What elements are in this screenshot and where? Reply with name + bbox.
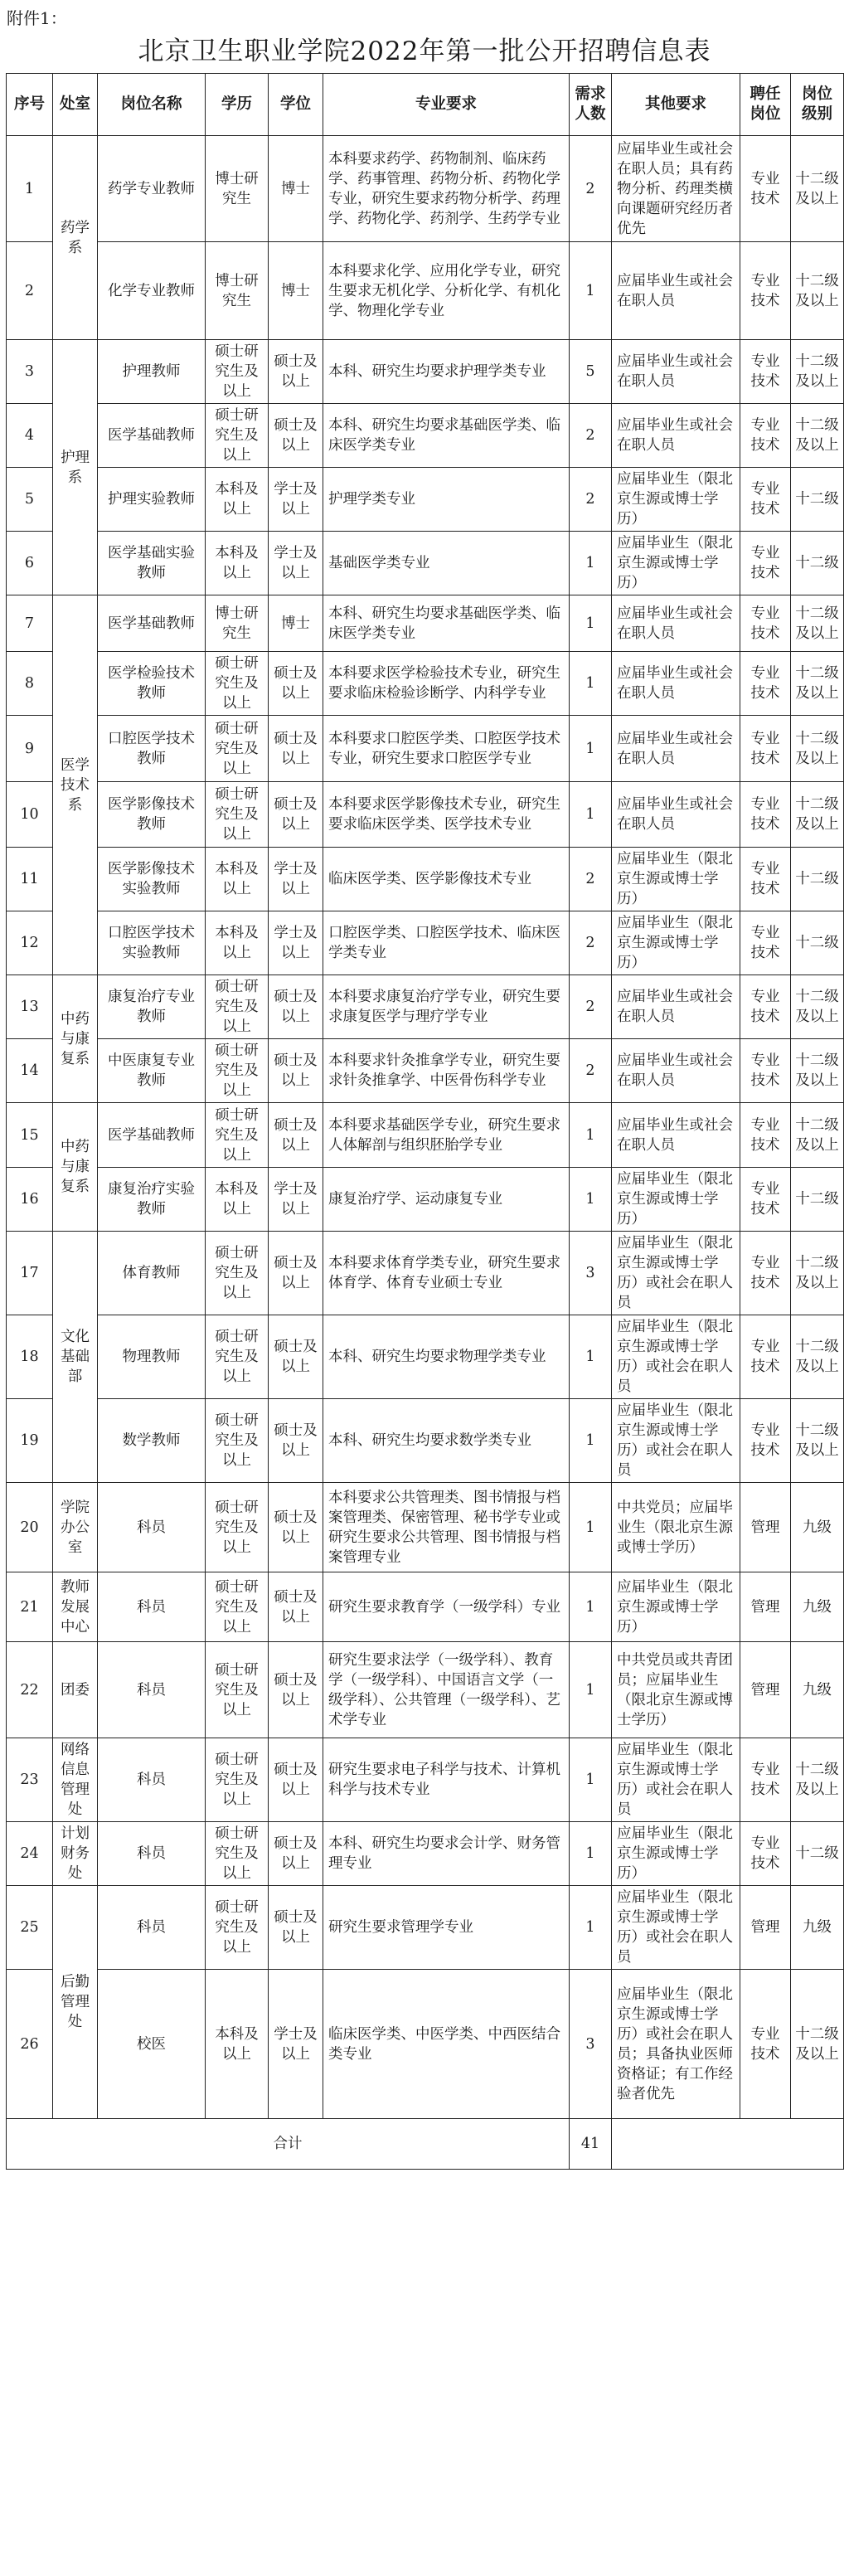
major-cell: 本科要求医学检验技术专业，研究生要求临床检验诊断学、内科学专业 (323, 652, 570, 716)
header-education: 学历 (206, 74, 269, 136)
education-cell: 博士研究生 (206, 136, 269, 242)
department-cell: 中药与康复系 (53, 975, 98, 1103)
post-type-cell: 专业技术 (740, 595, 791, 652)
major-cell: 临床医学类、中医学类、中西医结合类专业 (323, 1970, 570, 2119)
count-cell: 1 (570, 242, 612, 340)
header-grade: 岗位级别 (791, 74, 844, 136)
table-row (7, 242, 844, 340)
position-cell: 科员 (98, 1738, 206, 1822)
other-cell: 中共党员或共青团员；应届毕业生（限北京生源或博士学历） (612, 1642, 740, 1738)
grade-cell: 九级 (791, 1572, 844, 1642)
degree-cell: 学士及以上 (269, 468, 323, 532)
grade-cell: 九级 (791, 1642, 844, 1738)
header-post-type: 聘任岗位 (740, 74, 791, 136)
seq-cell: 14 (7, 1039, 53, 1103)
count-cell: 2 (570, 404, 612, 468)
header-other: 其他要求 (612, 74, 740, 136)
other-cell: 中共党员；应届毕业生（限北京生源或博士学历） (612, 1483, 740, 1572)
position-cell: 科员 (98, 1483, 206, 1572)
grade-cell: 十二级及以上 (791, 782, 844, 848)
education-cell: 硕士研究生及以上 (206, 782, 269, 848)
seq-cell: 20 (7, 1483, 53, 1572)
education-cell: 硕士研究生及以上 (206, 716, 269, 782)
grade-cell: 十二级及以上 (791, 716, 844, 782)
post-type-cell: 管理 (740, 1642, 791, 1738)
post-type-cell: 专业技术 (740, 1399, 791, 1483)
degree-cell: 博士 (269, 242, 323, 340)
table-row (7, 1822, 844, 1886)
table-row (7, 1399, 844, 1483)
other-cell: 应届毕业生（限北京生源或博士学历）或社会在职人员 (612, 1886, 740, 1970)
position-cell: 医学基础教师 (98, 1103, 206, 1168)
other-cell: 应届毕业生（限北京生源或博士学历）或社会在职人员 (612, 1232, 740, 1315)
table-row (7, 136, 844, 242)
position-cell: 护理实验教师 (98, 468, 206, 532)
other-cell: 应届毕业生或社会在职人员 (612, 716, 740, 782)
count-cell: 1 (570, 1483, 612, 1572)
education-cell: 本科及以上 (206, 848, 269, 911)
header-row (7, 74, 844, 136)
total-count: 41 (570, 2119, 612, 2170)
education-cell: 硕士研究生及以上 (206, 1642, 269, 1738)
grade-cell: 十二级及以上 (791, 1315, 844, 1399)
major-cell: 基础医学类专业 (323, 532, 570, 595)
count-cell: 1 (570, 1103, 612, 1168)
education-cell: 硕士研究生及以上 (206, 1822, 269, 1886)
grade-cell: 十二级及以上 (791, 136, 844, 242)
total-empty-cell (612, 2119, 844, 2170)
post-type-cell: 专业技术 (740, 975, 791, 1039)
count-cell: 1 (570, 1399, 612, 1483)
position-cell: 校医 (98, 1970, 206, 2119)
degree-cell: 硕士及以上 (269, 1103, 323, 1168)
degree-cell: 硕士及以上 (269, 1738, 323, 1822)
seq-cell: 1 (7, 136, 53, 242)
position-cell: 康复治疗专业教师 (98, 975, 206, 1039)
degree-cell: 硕士及以上 (269, 1886, 323, 1970)
post-type-cell: 专业技术 (740, 782, 791, 848)
total-row (7, 2119, 844, 2170)
post-type-cell: 专业技术 (740, 404, 791, 468)
grade-cell: 十二级及以上 (791, 1103, 844, 1168)
attachment-label: 附件1： (7, 8, 67, 28)
position-cell: 医学检验技术教师 (98, 652, 206, 716)
department-cell: 网络信息管理处 (53, 1738, 98, 1822)
count-cell: 2 (570, 468, 612, 532)
table-row (7, 1642, 844, 1738)
major-cell: 本科要求口腔医学类、口腔医学技术专业，研究生要求口腔医学专业 (323, 716, 570, 782)
grade-cell: 十二级及以上 (791, 242, 844, 340)
grade-cell: 十二级及以上 (791, 1232, 844, 1315)
post-type-cell: 专业技术 (740, 716, 791, 782)
major-cell: 本科、研究生均要求会计学、财务管理专业 (323, 1822, 570, 1886)
degree-cell: 硕士及以上 (269, 1483, 323, 1572)
seq-cell: 7 (7, 595, 53, 652)
count-cell: 1 (570, 716, 612, 782)
count-cell: 1 (570, 1642, 612, 1738)
grade-cell: 十二级及以上 (791, 1399, 844, 1483)
other-cell: 应届毕业生或社会在职人员 (612, 340, 740, 404)
table-row (7, 716, 844, 782)
education-cell: 硕士研究生及以上 (206, 1232, 269, 1315)
count-cell: 1 (570, 1738, 612, 1822)
post-type-cell: 专业技术 (740, 911, 791, 975)
seq-cell: 10 (7, 782, 53, 848)
post-type-cell: 专业技术 (740, 1232, 791, 1315)
degree-cell: 学士及以上 (269, 532, 323, 595)
major-cell: 口腔医学类、口腔医学技术、临床医学类专业 (323, 911, 570, 975)
degree-cell: 博士 (269, 136, 323, 242)
education-cell: 硕士研究生及以上 (206, 652, 269, 716)
other-cell: 应届毕业生（限北京生源或博士学历） (612, 468, 740, 532)
count-cell: 3 (570, 1232, 612, 1315)
education-cell: 硕士研究生及以上 (206, 1572, 269, 1642)
post-type-cell: 专业技术 (740, 1315, 791, 1399)
seq-cell: 11 (7, 848, 53, 911)
other-cell: 应届毕业生或社会在职人员 (612, 652, 740, 716)
seq-cell: 26 (7, 1970, 53, 2119)
post-type-cell: 专业技术 (740, 136, 791, 242)
table-row (7, 848, 844, 911)
degree-cell: 硕士及以上 (269, 1232, 323, 1315)
seq-cell: 22 (7, 1642, 53, 1738)
major-cell: 本科、研究生均要求物理学类专业 (323, 1315, 570, 1399)
degree-cell: 学士及以上 (269, 848, 323, 911)
seq-cell: 19 (7, 1399, 53, 1483)
degree-cell: 硕士及以上 (269, 340, 323, 404)
department-cell: 计划财务处 (53, 1822, 98, 1886)
table-row (7, 1738, 844, 1822)
other-cell: 应届毕业生（限北京生源或博士学历） (612, 1822, 740, 1886)
seq-cell: 9 (7, 716, 53, 782)
degree-cell: 硕士及以上 (269, 716, 323, 782)
count-cell: 2 (570, 136, 612, 242)
education-cell: 硕士研究生及以上 (206, 1039, 269, 1103)
degree-cell: 学士及以上 (269, 1168, 323, 1232)
education-cell: 硕士研究生及以上 (206, 340, 269, 404)
other-cell: 应届毕业生或社会在职人员 (612, 782, 740, 848)
major-cell: 研究生要求教育学（一级学科）专业 (323, 1572, 570, 1642)
major-cell: 本科要求医学影像技术专业，研究生要求临床医学类、医学技术专业 (323, 782, 570, 848)
position-cell: 医学基础教师 (98, 595, 206, 652)
post-type-cell: 管理 (740, 1886, 791, 1970)
position-cell: 口腔医学技术实验教师 (98, 911, 206, 975)
count-cell: 5 (570, 340, 612, 404)
total-label: 合计 (7, 2119, 570, 2170)
grade-cell: 十二级及以上 (791, 595, 844, 652)
degree-cell: 硕士及以上 (269, 404, 323, 468)
table-row (7, 340, 844, 404)
seq-cell: 6 (7, 532, 53, 595)
degree-cell: 硕士及以上 (269, 1822, 323, 1886)
post-type-cell: 专业技术 (740, 1168, 791, 1232)
other-cell: 应届毕业生（限北京生源或博士学历） (612, 1572, 740, 1642)
education-cell: 硕士研究生及以上 (206, 404, 269, 468)
count-cell: 1 (570, 782, 612, 848)
post-type-cell: 专业技术 (740, 1822, 791, 1886)
education-cell: 硕士研究生及以上 (206, 1483, 269, 1572)
major-cell: 本科要求针灸推拿学专业，研究生要求针灸推拿学、中医骨伤科学专业 (323, 1039, 570, 1103)
post-type-cell: 专业技术 (740, 468, 791, 532)
grade-cell: 十二级及以上 (791, 652, 844, 716)
position-cell: 科员 (98, 1822, 206, 1886)
major-cell: 本科、研究生均要求护理学类专业 (323, 340, 570, 404)
table-row (7, 911, 844, 975)
education-cell: 本科及以上 (206, 1970, 269, 2119)
other-cell: 应届毕业生或社会在职人员 (612, 595, 740, 652)
seq-cell: 16 (7, 1168, 53, 1232)
count-cell: 2 (570, 911, 612, 975)
degree-cell: 硕士及以上 (269, 1572, 323, 1642)
major-cell: 护理学类专业 (323, 468, 570, 532)
table-row (7, 1315, 844, 1399)
seq-cell: 5 (7, 468, 53, 532)
education-cell: 本科及以上 (206, 532, 269, 595)
count-cell: 1 (570, 1822, 612, 1886)
position-cell: 化学专业教师 (98, 242, 206, 340)
other-cell: 应届毕业生或社会在职人员 (612, 975, 740, 1039)
header-count: 需求人数 (570, 74, 612, 136)
education-cell: 博士研究生 (206, 595, 269, 652)
seq-cell: 18 (7, 1315, 53, 1399)
education-cell: 本科及以上 (206, 1168, 269, 1232)
post-type-cell: 专业技术 (740, 1738, 791, 1822)
seq-cell: 15 (7, 1103, 53, 1168)
table-row (7, 1103, 844, 1168)
table-row (7, 975, 844, 1039)
grade-cell: 十二级及以上 (791, 975, 844, 1039)
grade-cell: 十二级 (791, 1168, 844, 1232)
post-type-cell: 专业技术 (740, 1039, 791, 1103)
seq-cell: 25 (7, 1886, 53, 1970)
degree-cell: 硕士及以上 (269, 1642, 323, 1738)
post-type-cell: 专业技术 (740, 652, 791, 716)
table-row (7, 532, 844, 595)
table-row (7, 782, 844, 848)
post-type-cell: 专业技术 (740, 532, 791, 595)
count-cell: 2 (570, 848, 612, 911)
header-seq: 序号 (7, 74, 53, 136)
other-cell: 应届毕业生或社会在职人员 (612, 1039, 740, 1103)
seq-cell: 2 (7, 242, 53, 340)
count-cell: 1 (570, 532, 612, 595)
header-dept: 处室 (53, 74, 98, 136)
major-cell: 康复治疗学、运动康复专业 (323, 1168, 570, 1232)
seq-cell: 12 (7, 911, 53, 975)
degree-cell: 博士 (269, 595, 323, 652)
position-cell: 口腔医学技术教师 (98, 716, 206, 782)
header-degree: 学位 (269, 74, 323, 136)
other-cell: 应届毕业生（限北京生源或博士学历） (612, 848, 740, 911)
department-cell: 护理系 (53, 340, 98, 595)
seq-cell: 21 (7, 1572, 53, 1642)
seq-cell: 23 (7, 1738, 53, 1822)
position-cell: 药学专业教师 (98, 136, 206, 242)
degree-cell: 硕士及以上 (269, 1399, 323, 1483)
position-cell: 体育教师 (98, 1232, 206, 1315)
position-cell: 医学基础实验教师 (98, 532, 206, 595)
table-row (7, 1483, 844, 1572)
post-type-cell: 专业技术 (740, 242, 791, 340)
education-cell: 硕士研究生及以上 (206, 1886, 269, 1970)
major-cell: 本科要求基础医学专业，研究生要求人体解剖与组织胚胎学专业 (323, 1103, 570, 1168)
department-cell: 团委 (53, 1642, 98, 1738)
grade-cell: 十二级 (791, 911, 844, 975)
major-cell: 研究生要求法学（一级学科）、教育学（一级学科）、中国语言文学（一级学科）、公共管理（一级学科）、艺术学专业 (323, 1642, 570, 1738)
count-cell: 1 (570, 1168, 612, 1232)
major-cell: 本科、研究生均要求基础医学类、临床医学类专业 (323, 404, 570, 468)
major-cell: 本科要求体育学类专业，研究生要求体育学、体育专业硕士专业 (323, 1232, 570, 1315)
grade-cell: 十二级 (791, 532, 844, 595)
recruitment-table (6, 73, 844, 2170)
position-cell: 医学影像技术教师 (98, 782, 206, 848)
education-cell: 本科及以上 (206, 911, 269, 975)
grade-cell: 九级 (791, 1886, 844, 1970)
count-cell: 2 (570, 975, 612, 1039)
seq-cell: 17 (7, 1232, 53, 1315)
degree-cell: 学士及以上 (269, 1970, 323, 2119)
degree-cell: 硕士及以上 (269, 652, 323, 716)
position-cell: 数学教师 (98, 1399, 206, 1483)
department-cell: 学院办公室 (53, 1483, 98, 1572)
education-cell: 硕士研究生及以上 (206, 975, 269, 1039)
count-cell: 2 (570, 1039, 612, 1103)
table-row (7, 1232, 844, 1315)
count-cell: 3 (570, 1970, 612, 2119)
grade-cell: 十二级及以上 (791, 1738, 844, 1822)
post-type-cell: 专业技术 (740, 340, 791, 404)
education-cell: 硕士研究生及以上 (206, 1315, 269, 1399)
department-cell: 医学技术系 (53, 595, 98, 975)
grade-cell: 十二级及以上 (791, 1039, 844, 1103)
department-cell: 药学系 (53, 136, 98, 340)
count-cell: 1 (570, 1886, 612, 1970)
other-cell: 应届毕业生或社会在职人员 (612, 1103, 740, 1168)
grade-cell: 十二级及以上 (791, 1970, 844, 2119)
other-cell: 应届毕业生（限北京生源或博士学历） (612, 1168, 740, 1232)
education-cell: 硕士研究生及以上 (206, 1738, 269, 1822)
other-cell: 应届毕业生（限北京生源或博士学历） (612, 911, 740, 975)
major-cell: 本科、研究生均要求数学类专业 (323, 1399, 570, 1483)
position-cell: 医学影像技术实验教师 (98, 848, 206, 911)
table-row (7, 652, 844, 716)
grade-cell: 十二级及以上 (791, 404, 844, 468)
table-row (7, 468, 844, 532)
position-cell: 科员 (98, 1642, 206, 1738)
post-type-cell: 专业技术 (740, 1103, 791, 1168)
position-cell: 康复治疗实验教师 (98, 1168, 206, 1232)
other-cell: 应届毕业生（限北京生源或博士学历） (612, 532, 740, 595)
seq-cell: 3 (7, 340, 53, 404)
table-row (7, 1886, 844, 1970)
position-cell: 护理教师 (98, 340, 206, 404)
other-cell: 应届毕业生或社会在职人员；具有药物分析、药理类横向课题研究经历者优先 (612, 136, 740, 242)
major-cell: 本科要求公共管理类、图书情报与档案管理类、保密管理、秘书学专业或研究生要求公共管理、图书情报与档案管理专业 (323, 1483, 570, 1572)
grade-cell: 九级 (791, 1483, 844, 1572)
grade-cell: 十二级 (791, 848, 844, 911)
table-row (7, 1572, 844, 1642)
post-type-cell: 专业技术 (740, 848, 791, 911)
other-cell: 应届毕业生（限北京生源或博士学历）或社会在职人员 (612, 1315, 740, 1399)
post-type-cell: 管理 (740, 1483, 791, 1572)
major-cell: 本科要求化学、应用化学专业，研究生要求无机化学、分析化学、有机化学、物理化学专业 (323, 242, 570, 340)
grade-cell: 十二级 (791, 1822, 844, 1886)
major-cell: 本科要求药学、药物制剂、临床药学、药事管理、药物分析、药物化学专业，研究生要求药物分析学、药理学、药物化学、药剂学、生药学专业 (323, 136, 570, 242)
education-cell: 本科及以上 (206, 468, 269, 532)
table-row (7, 595, 844, 652)
table-row (7, 404, 844, 468)
major-cell: 临床医学类、医学影像技术专业 (323, 848, 570, 911)
degree-cell: 硕士及以上 (269, 975, 323, 1039)
seq-cell: 24 (7, 1822, 53, 1886)
degree-cell: 硕士及以上 (269, 1039, 323, 1103)
table-row (7, 1168, 844, 1232)
position-cell: 科员 (98, 1572, 206, 1642)
seq-cell: 4 (7, 404, 53, 468)
grade-cell: 十二级 (791, 468, 844, 532)
document-title: 北京卫生职业学院2022年第一批公开招聘信息表 (138, 36, 711, 66)
other-cell: 应届毕业生（限北京生源或博士学历）或社会在职人员；具备执业医师资格证；有工作经验者优先 (612, 1970, 740, 2119)
department-cell: 后勤管理处 (53, 1886, 98, 2119)
department-cell: 文化基础部 (53, 1232, 98, 1483)
degree-cell: 硕士及以上 (269, 782, 323, 848)
table-row (7, 1039, 844, 1103)
other-cell: 应届毕业生（限北京生源或博士学历）或社会在职人员 (612, 1399, 740, 1483)
education-cell: 硕士研究生及以上 (206, 1103, 269, 1168)
header-position: 岗位名称 (98, 74, 206, 136)
degree-cell: 学士及以上 (269, 911, 323, 975)
seq-cell: 8 (7, 652, 53, 716)
other-cell: 应届毕业生或社会在职人员 (612, 242, 740, 340)
department-cell: 中药与康复系 (53, 1103, 98, 1232)
position-cell: 中医康复专业教师 (98, 1039, 206, 1103)
seq-cell: 13 (7, 975, 53, 1039)
grade-cell: 十二级及以上 (791, 340, 844, 404)
department-cell: 教师发展中心 (53, 1572, 98, 1642)
position-cell: 物理教师 (98, 1315, 206, 1399)
post-type-cell: 管理 (740, 1572, 791, 1642)
major-cell: 本科要求康复治疗学专业，研究生要求康复医学与理疗学专业 (323, 975, 570, 1039)
other-cell: 应届毕业生（限北京生源或博士学历）或社会在职人员 (612, 1738, 740, 1822)
post-type-cell: 专业技术 (740, 1970, 791, 2119)
major-cell: 研究生要求管理学专业 (323, 1886, 570, 1970)
other-cell: 应届毕业生或社会在职人员 (612, 404, 740, 468)
count-cell: 1 (570, 1315, 612, 1399)
count-cell: 1 (570, 595, 612, 652)
major-cell: 本科、研究生均要求基础医学类、临床医学类专业 (323, 595, 570, 652)
major-cell: 研究生要求电子科学与技术、计算机科学与技术专业 (323, 1738, 570, 1822)
table-row (7, 1970, 844, 2119)
count-cell: 1 (570, 1572, 612, 1642)
position-cell: 科员 (98, 1886, 206, 1970)
count-cell: 1 (570, 652, 612, 716)
education-cell: 硕士研究生及以上 (206, 1399, 269, 1483)
header-major: 专业要求 (323, 74, 570, 136)
education-cell: 博士研究生 (206, 242, 269, 340)
degree-cell: 硕士及以上 (269, 1315, 323, 1399)
position-cell: 医学基础教师 (98, 404, 206, 468)
